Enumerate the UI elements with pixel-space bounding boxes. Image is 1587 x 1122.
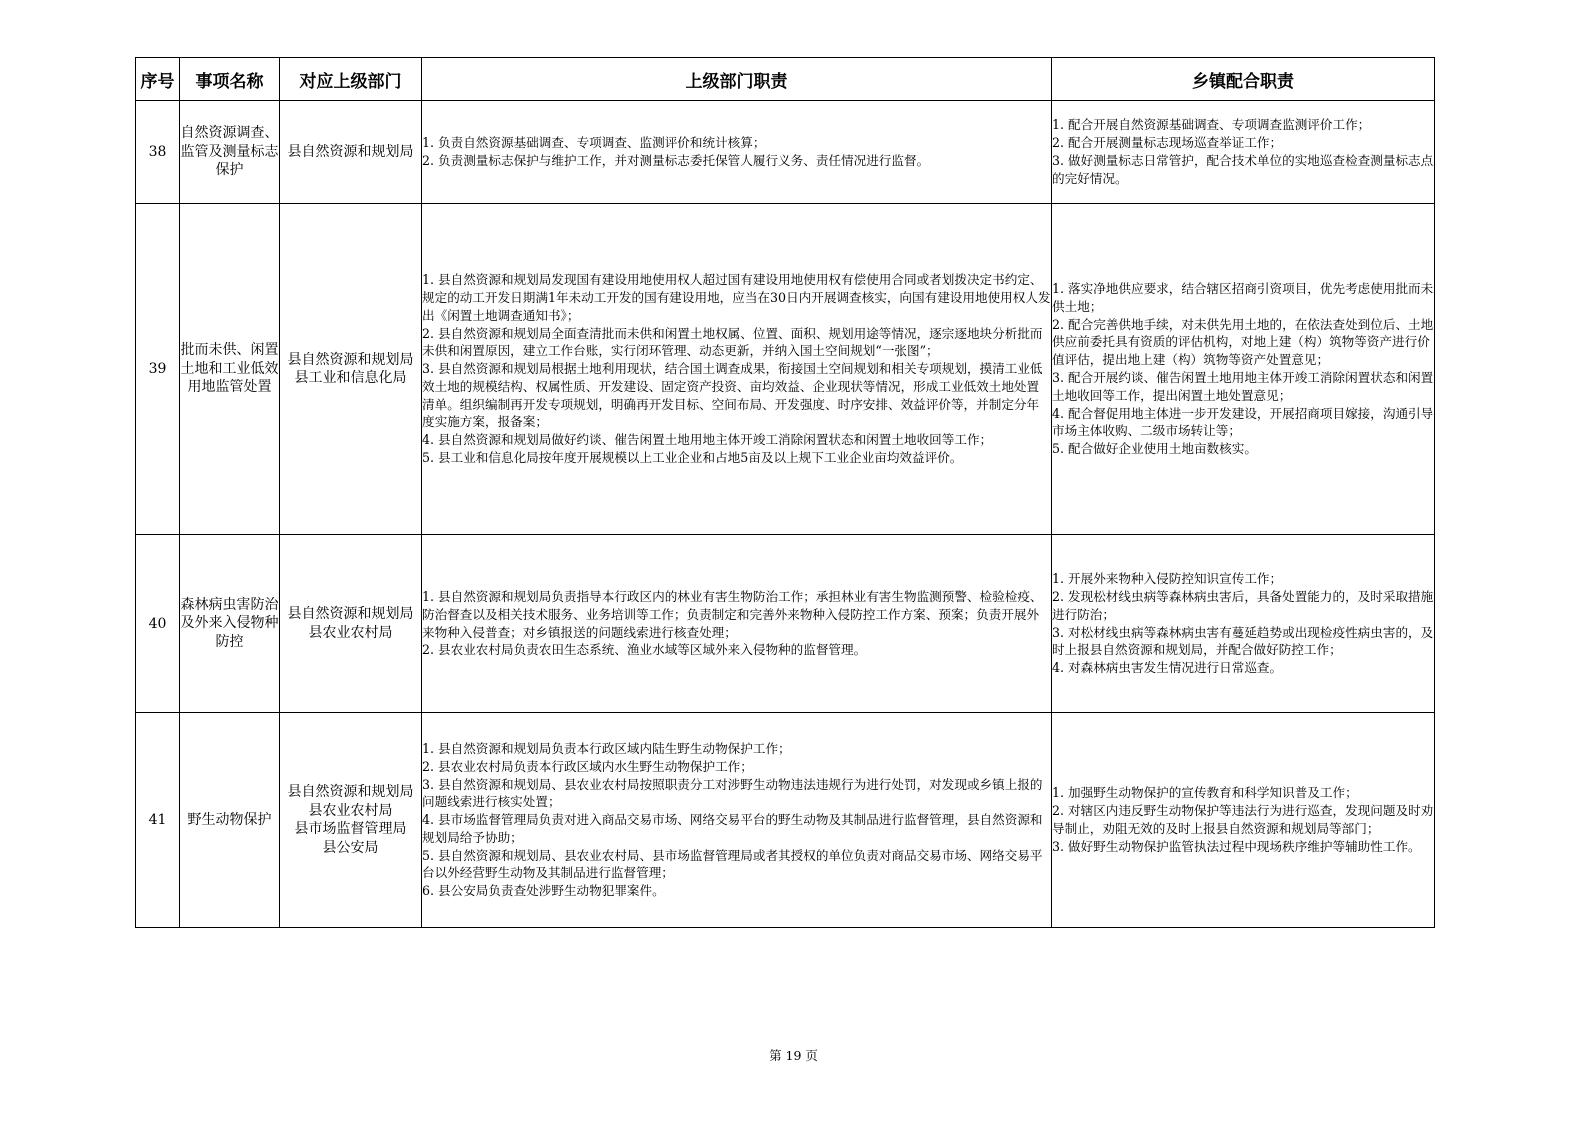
dept-cell xyxy=(280,204,422,535)
dept-line: 县自然资源和规划局 xyxy=(287,606,414,622)
duty-line: 6. 县公安局负责查处涉野生动物犯罪案件。 xyxy=(422,883,665,899)
duty-line: 5. 县工业和信息化局按年度开展规模以上工业企业和占地5亩及以上规下工业企业亩均效益评价。 xyxy=(422,450,963,466)
table-row xyxy=(136,713,1435,928)
town-cell xyxy=(1052,101,1435,204)
row-number: 38 xyxy=(136,101,180,204)
town-line: 1. 配合开展自然资源基础调查、专项调查监测评价工作； xyxy=(1052,117,1371,133)
row-number: 40 xyxy=(136,535,180,713)
duty-line: 2. 县农业农村局负责农田生态系统、渔业水域等区域外来入侵物种的监督管理。 xyxy=(422,642,867,658)
town-line: 2. 发现松材线虫病等森林病虫害后，具备处置能力的，及时采取措施进行防治； xyxy=(1052,588,1434,622)
duty-line: 2. 县农业农村局负责本行政区域内水生野生动物保护工作； xyxy=(422,758,753,774)
dept-line: 县市场监督管理局 xyxy=(294,821,407,837)
row-number: 39 xyxy=(136,204,180,535)
duty-line: 1. 县自然资源和规划局负责本行政区域内陆生野生动物保护工作； xyxy=(422,740,791,756)
dept-line: 县公安局 xyxy=(322,839,379,856)
town-line: 4. 配合督促用地主体进一步开发建设，开展招商项目嫁接，沟通引导市场主体收购、二级市场转让等； xyxy=(1052,405,1434,439)
town-line: 3. 配合开展约谈、催告闲置土地用地主体开竣工消除闲置状态和闲置土地收回等工作，提出闲置土地处置意见； xyxy=(1052,370,1434,403)
table-row xyxy=(136,101,1435,204)
item-name: 野生动物保护 xyxy=(180,713,280,928)
dept-cell xyxy=(280,713,422,928)
table-row xyxy=(136,204,1435,535)
item-name: 森林病虫害防治及外来入侵物种防控 xyxy=(180,535,280,713)
header-name: 事项名称 xyxy=(180,58,280,101)
town-line: 2. 对辖区内违反野生动物保护等违法行为进行巡查，发现问题及时劝导制止，劝阻无效的及时上报县自然资源和规划局等部门； xyxy=(1052,803,1434,836)
page-number: 第 19 页 xyxy=(769,1048,818,1063)
town-line: 1. 加强野生动物保护的宣传教育和科学知识普及工作； xyxy=(1052,785,1358,801)
town-line: 4. 对森林病虫害发生情况进行日常巡查。 xyxy=(1052,660,1283,676)
row-number: 41 xyxy=(136,713,180,928)
duty-cell xyxy=(422,713,1052,928)
duty-line: 1. 县自然资源和规划局负责指导本行政区内的林业有害生物防治工作；承担林业有害生物监测预警、检验检疫、防治督查以及相关技术服务、业务培训等工作；负责制定和完善外来物种入侵防控工作方案、预案；负责开展外来物种入侵普查；对乡镇报送的问题线索进行核查处理； xyxy=(422,588,1043,640)
dept-line: 县自然资源和规划局 xyxy=(287,143,414,160)
dept-cell xyxy=(280,535,422,713)
town-cell xyxy=(1052,535,1435,713)
town-line: 5. 配合做好企业使用土地亩数核实。 xyxy=(1052,441,1257,457)
header-town: 乡镇配合职责 xyxy=(1052,58,1435,101)
header-dept: 对应上级部门 xyxy=(280,58,422,101)
town-line: 1. 落实净地供应要求，结合辖区招商引资项目，优先考虑使用批而未供土地； xyxy=(1052,281,1434,314)
header-duty: 上级部门职责 xyxy=(422,58,1052,101)
town-cell xyxy=(1052,713,1435,928)
duty-line: 3. 县自然资源和规划局根据土地利用现状，结合国土调查成果，衔接国土空间规划和相关专项规划，摸清工业低效土地的规模结构、权属性质、开发建设、固定资产投资、亩均效益、企业现状等情况，形成工业低效土地处置清单。组织编制再开发专项规划，明确再开发目标、空间布局、开发强度、时序安排、效益评价等，并制定分年度实施方案，报备案； xyxy=(422,361,1043,430)
table-row xyxy=(136,535,1435,713)
town-line: 3. 做好野生动物保护监管执法过程中现场秩序维护等辅助性工作。 xyxy=(1052,838,1421,854)
duty-line: 2. 负责测量标志保护与维护工作，并对测量标志委托保管人履行义务、责任情况进行监督。 xyxy=(422,153,930,168)
duty-line: 5. 县自然资源和规划局、县农业农村局、县市场监督管理局或者其授权的单位负责对商品交易市场、网络交易平台以外经营野生动物及其制品进行监督管理； xyxy=(422,847,1043,881)
town-line: 2. 配合开展测量标志现场巡查举证工作； xyxy=(1052,135,1283,151)
dept-line: 县农业农村局 xyxy=(308,624,393,641)
dept-line: 县自然资源和规划局 xyxy=(287,784,414,800)
dept-line: 县工业和信息化局 xyxy=(294,370,407,386)
duty-line: 4. 县自然资源和规划局做好约谈、催告闲置土地用地主体开竣工消除闲置状态和闲置土地收回等工作； xyxy=(422,432,993,448)
header-row xyxy=(136,58,1435,101)
item-name: 自然资源调查、监管及测量标志保护 xyxy=(180,101,280,204)
duties-table xyxy=(135,57,1435,928)
header-no: 序号 xyxy=(136,58,180,101)
town-line: 1. 开展外来物种入侵防控知识宣传工作； xyxy=(1052,571,1283,587)
town-line: 3. 做好测量标志日常管护，配合技术单位的实地巡查检查测量标志点的完好情况。 xyxy=(1052,153,1434,186)
town-line: 3. 对松材线虫病等森林病虫害有蔓延趋势或出现检疫性病虫害的，及时上报县自然资源和规划局，并配合做好防控工作； xyxy=(1052,624,1434,658)
dept-cell xyxy=(280,101,422,204)
town-cell xyxy=(1052,204,1435,535)
dept-line: 县自然资源和规划局 xyxy=(287,351,414,368)
dept-line: 县农业农村局 xyxy=(308,802,393,819)
duty-line: 1. 负责自然资源基础调查、专项调查、监测评价和统计核算； xyxy=(422,135,766,151)
duty-cell xyxy=(422,101,1052,204)
duty-cell xyxy=(422,535,1052,713)
duty-line: 3. 县自然资源和规划局、县农业农村局按照职责分工对涉野生动物违法违规行为进行处罚，对发现或乡镇上报的问题线索进行核实处置； xyxy=(422,776,1043,810)
item-name: 批而未供、闲置土地和工业低效用地监管处置 xyxy=(180,204,280,535)
duty-line: 1. 县自然资源和规划局发现国有建设用地使用权人超过国有建设用地使用权有偿使用合同或者划拨决定书约定、规定的动工开发日期满1年未动工开发的国有建设用地，应当在30日内开展调查核实，向国有建设用地使用权人发出《闲置土地调查通知书》； xyxy=(422,272,1051,323)
duty-line: 4. 县市场监督管理局负责对进入商品交易市场、网络交易平台的野生动物及其制品进行监督管理，县自然资源和规划局给予协助； xyxy=(422,812,1043,845)
town-line: 2. 配合完善供地手续，对未供先用土地的，在依法查处到位后、土地供应前委托具有资质的评估机构，对地上建（构）筑物等资产进行价值评估，提出地上建（构）筑物等资产处置意见； xyxy=(1052,316,1434,368)
duty-line: 2. 县自然资源和规划局全面查清批而未供和闲置土地权属、位置、面积、规划用途等情况，逐宗逐地块分析批而未供和闲置原因，建立工作台账，实行闭环管理、动态更新，并纳入国土空间规划“一张图”； xyxy=(422,325,1043,359)
duty-cell xyxy=(422,204,1052,535)
